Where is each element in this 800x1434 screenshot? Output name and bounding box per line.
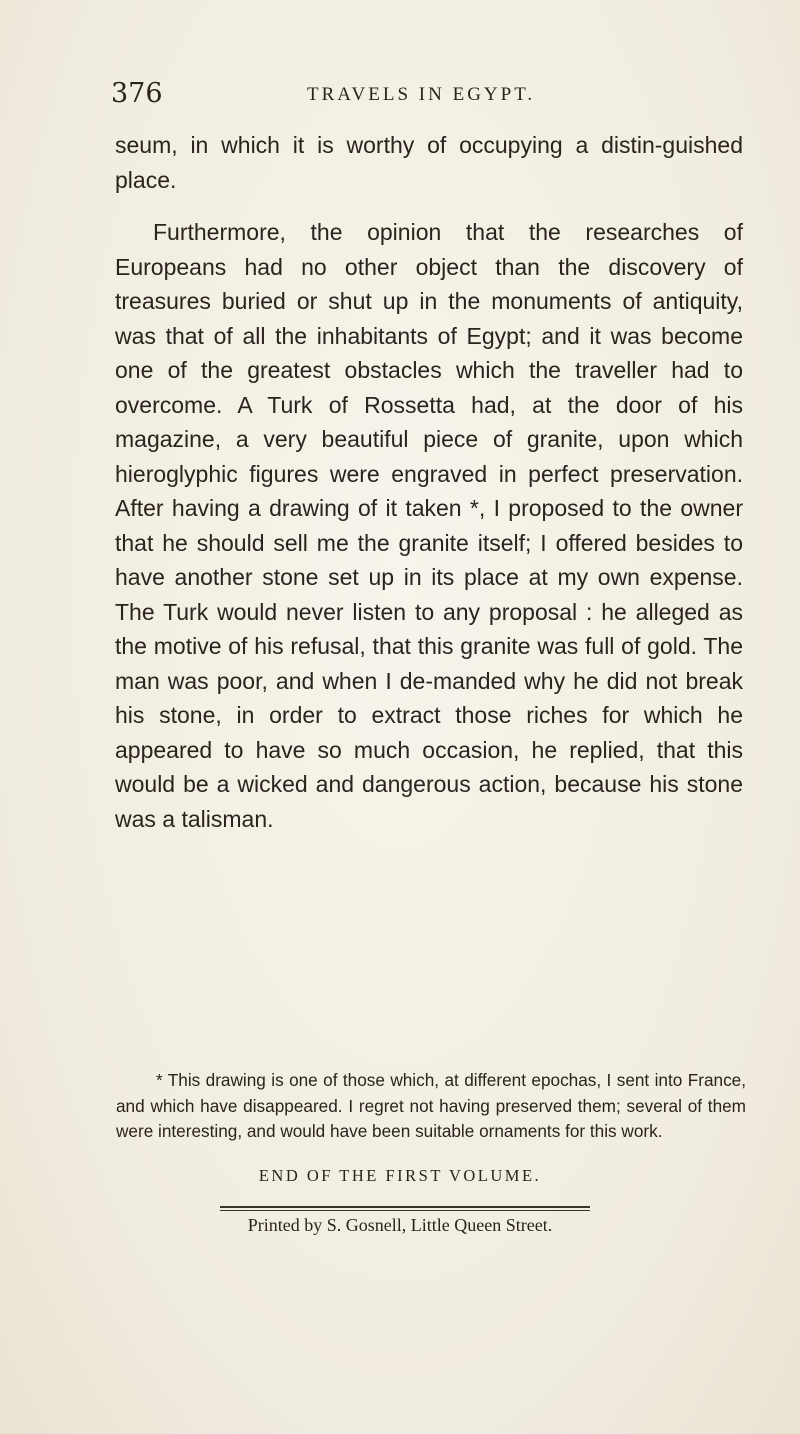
running-head: TRAVELS IN EGYPT. xyxy=(307,84,536,105)
paragraph-continued: seum, in which it is worthy of occupying a distin-guished place. xyxy=(115,132,743,193)
body-text xyxy=(115,128,743,836)
page-header xyxy=(111,78,731,118)
footnote: * This drawing is one of those which, at different epochas, I sent into France, and which have disappeared. I regret not having preserved them; several of them were interesting, and would have been suitable ornaments for this work. xyxy=(116,1070,746,1142)
end-of-volume-note: END OF THE FIRST VOLUME. xyxy=(258,1166,542,1185)
printer-imprint: Printed by S. Gosnell, Little Queen Street. xyxy=(247,1215,553,1235)
divider-rule xyxy=(220,1206,590,1208)
paragraph-furthermore: Furthermore, the opinion that the researches of Europeans had no other object than the discovery of treasures buried or shut up in the monuments of antiquity, was that of all the inhabitants of Egypt; and it was become one of the greatest obstacles which the traveller had to overcome. A Turk of Rossetta had, at the door of his magazine, a very beautiful piece of granite, upon which hieroglyphic figures were engraved in perfect preservation. After having a drawing of it taken *, I proposed to the owner that he should sell me the granite itself; I offered besides to have another stone set up in its place at my own expense. The Turk would never listen to any proposal : he alleged as the motive of his refusal, that this granite was full of gold. The man was poor, and when I de-manded why he did not break his stone, in order to extract those riches for which he appeared to have so much occasion, he replied, that this would be a wicked and dangerous action, because his stone was a talisman. xyxy=(115,219,743,832)
page-number: 376 xyxy=(111,78,163,109)
divider-rule-thin xyxy=(220,1210,590,1211)
